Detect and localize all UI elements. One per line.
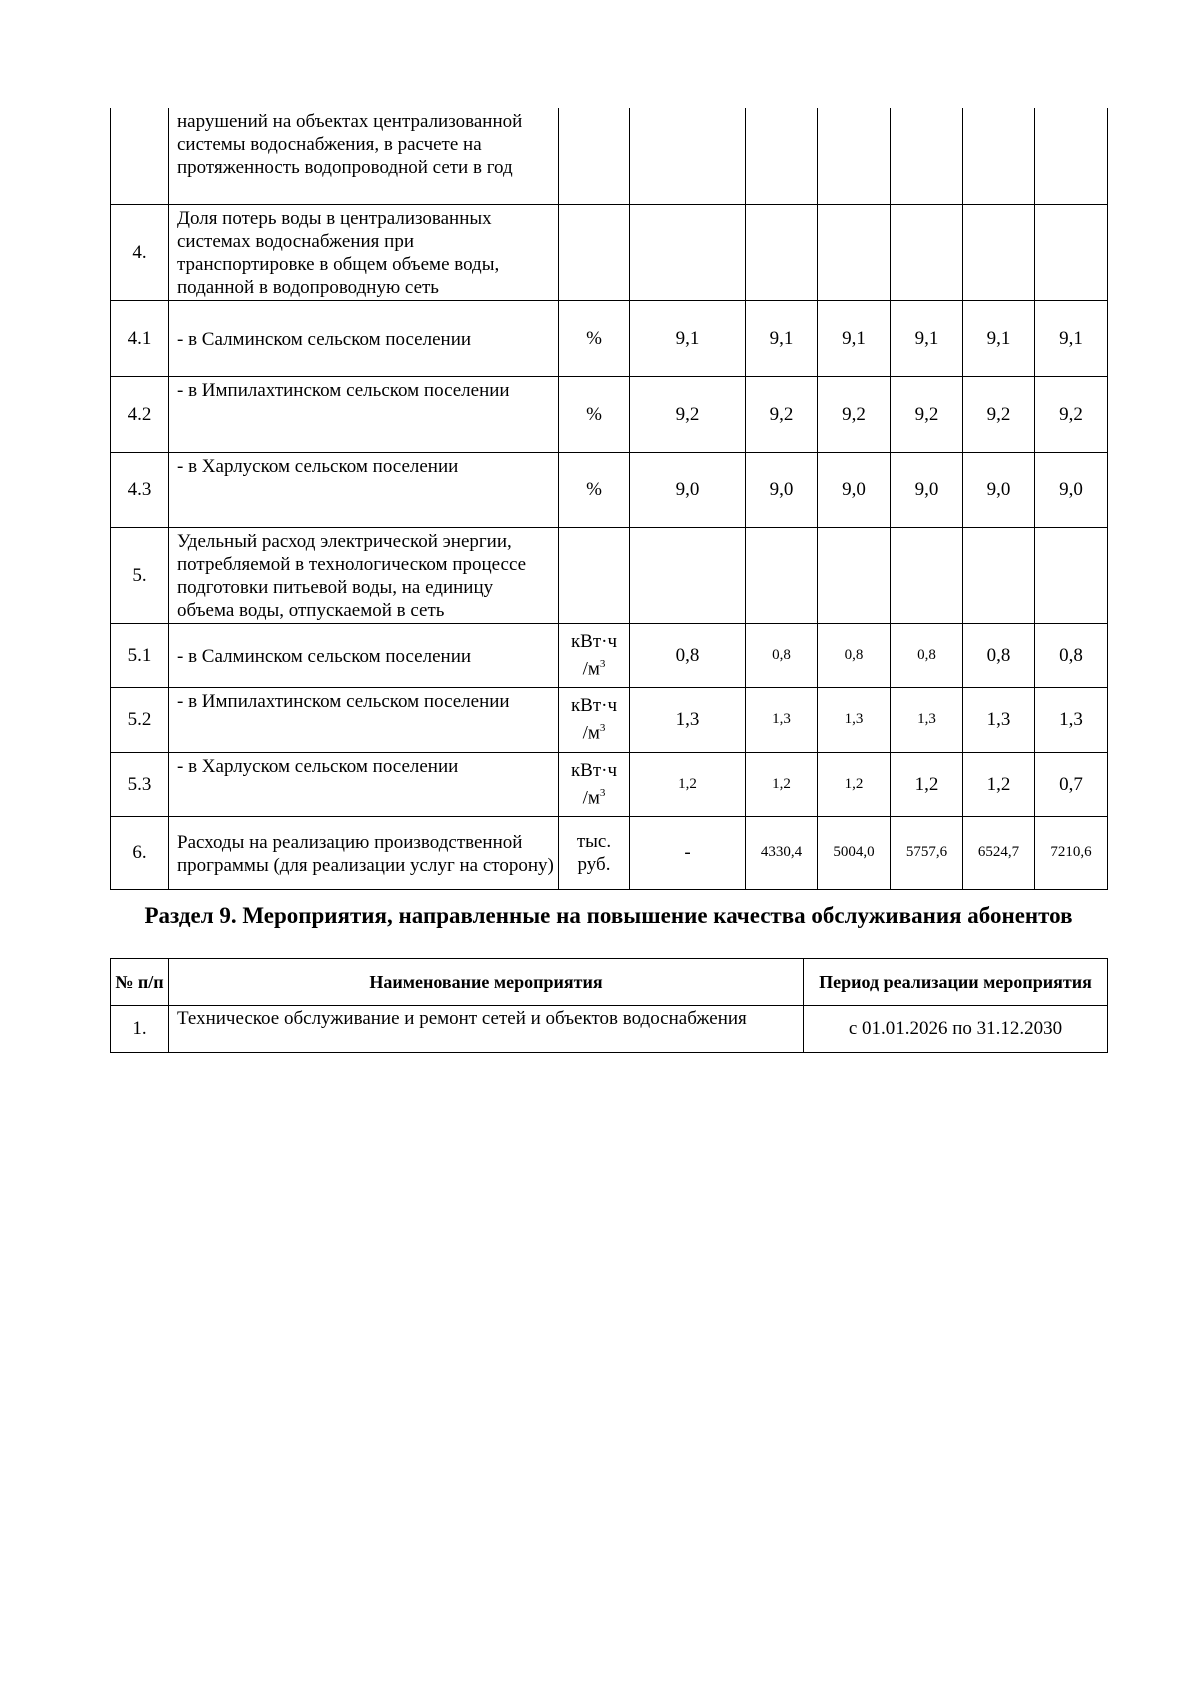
header-number: № п/п [111,959,169,1006]
row-unit [559,687,630,752]
value-cell [746,204,818,300]
value-cell: 5004,0 [818,816,891,889]
table-row [111,687,1108,752]
value-cell [818,108,891,204]
row-number: 1. [111,1006,169,1053]
value-cell: 4330,4 [746,816,818,889]
indicators-table [110,108,1108,890]
value-cell: 9,1 [1035,300,1108,376]
table-row [111,452,1108,527]
value-cell: 9,1 [818,300,891,376]
row-indicator-name: Доля потерь воды в централизованных системах водоснабжения при транспортировке в общем объеме воды, поданной в водопроводную сеть [169,204,559,300]
value-cell: 9,2 [746,376,818,452]
unit-top: кВт·ч [570,630,618,652]
value-cell: 1,3 [746,687,818,752]
value-cell: 0,7 [1035,752,1108,816]
value-cell: 0,8 [818,623,891,687]
value-cell: 1,2 [963,752,1035,816]
value-cell: 1,3 [963,687,1035,752]
value-cell: 0,8 [746,623,818,687]
value-cell [963,204,1035,300]
value-cell: 0,8 [963,623,1035,687]
row-unit [559,204,630,300]
value-cell [630,527,746,623]
value-cell: 0,8 [630,623,746,687]
table-row [111,1006,1108,1053]
value-cell [818,204,891,300]
table-header-row [111,959,1108,1006]
value-cell: 9,0 [630,452,746,527]
table-row [111,376,1108,452]
value-cell [963,527,1035,623]
row-unit [559,816,630,889]
measures-table [110,958,1108,1053]
row-unit [559,527,630,623]
value-cell: 1,3 [1035,687,1108,752]
row-period: с 01.01.2026 по 31.12.2030 [804,1006,1108,1053]
value-cell [630,108,746,204]
row-indicator-name: - в Импилахтинском сельском поселении [169,687,559,752]
table-row [111,752,1108,816]
value-cell: 9,0 [818,452,891,527]
row-number: 6. [111,816,169,889]
table-row [111,816,1108,889]
value-cell [630,204,746,300]
value-cell: 9,0 [746,452,818,527]
value-cell: 9,2 [1035,376,1108,452]
value-cell: 1,2 [630,752,746,816]
row-number: 5.1 [111,623,169,687]
unit-top: кВт·ч [570,759,618,781]
value-cell: 9,0 [891,452,963,527]
value-cell: 9,2 [630,376,746,452]
unit-bottom: руб. [577,853,611,875]
header-period: Период реализации мероприятия [804,959,1108,1006]
value-cell: 5757,6 [891,816,963,889]
value-cell: 9,0 [1035,452,1108,527]
value-cell [1035,204,1108,300]
unit-top: кВт·ч [570,695,618,717]
row-measure-name: Техническое обслуживание и ремонт сетей и объектов водоснабжения [169,1006,804,1053]
value-cell: 0,8 [1035,623,1108,687]
row-indicator-name: - в Харлуском сельском поселении [169,452,559,527]
row-unit: % [559,452,630,527]
row-unit: % [559,376,630,452]
value-cell [891,527,963,623]
row-number: 4.3 [111,452,169,527]
table-row [111,204,1108,300]
row-indicator-name: нарушений на объектах централизованной системы водоснабжения, в расчете на протяженность водопроводной сети в год [169,108,559,204]
row-indicator-name: - в Салминском сельском поселении [169,623,559,687]
row-number: 5.2 [111,687,169,752]
value-cell: 9,2 [963,376,1035,452]
unit-superscript: 3 [599,786,606,799]
unit-bottom: /м [582,722,600,744]
value-cell: 1,2 [818,752,891,816]
value-cell: 1,3 [891,687,963,752]
value-cell: 1,2 [891,752,963,816]
row-number: 4. [111,204,169,300]
section-9-heading: Раздел 9. Мероприятия, направленные на повышение качества обслуживания абонентов [144,903,1073,928]
value-cell [818,527,891,623]
row-number: 5.3 [111,752,169,816]
header-measure-name: Наименование мероприятия [169,959,804,1006]
row-indicator-name: - в Харлуском сельском поселении [169,752,559,816]
row-number: 5. [111,527,169,623]
value-cell: 9,0 [963,452,1035,527]
value-cell [891,204,963,300]
row-unit: % [559,300,630,376]
table-row [111,623,1108,687]
value-cell [746,527,818,623]
row-unit [559,623,630,687]
row-indicator-name: - в Салминском сельском поселении [169,300,559,376]
value-cell [746,108,818,204]
table-row [111,108,1108,204]
row-indicator-name: Удельный расход электрической энергии, потребляемой в технологическом процессе подготовки питьевой воды, на единицу объема воды, отпускаемой в сеть [169,527,559,623]
unit-superscript: 3 [599,722,606,735]
unit-bottom: /м [582,658,600,680]
value-cell: 9,2 [818,376,891,452]
value-cell: 9,1 [963,300,1035,376]
value-cell: 7210,6 [1035,816,1108,889]
value-cell: 1,3 [630,687,746,752]
row-number: 4.2 [111,376,169,452]
unit-bottom: /м [582,787,600,809]
value-cell: 9,1 [891,300,963,376]
row-number: 4.1 [111,300,169,376]
value-cell: - [630,816,746,889]
table-row [111,527,1108,623]
row-number [111,108,169,204]
value-cell [1035,108,1108,204]
value-cell [891,108,963,204]
table-row [111,300,1108,376]
row-indicator-name: Расходы на реализацию производственной программы (для реализации услуг на сторону) [169,816,559,889]
unit-superscript: 3 [599,657,606,670]
row-indicator-name: - в Импилахтинском сельском поселении [169,376,559,452]
value-cell: 9,2 [891,376,963,452]
value-cell: 9,1 [746,300,818,376]
row-unit [559,752,630,816]
value-cell [963,108,1035,204]
unit-top: тыс. [576,830,612,852]
value-cell [1035,527,1108,623]
row-unit [559,108,630,204]
value-cell: 1,3 [818,687,891,752]
value-cell: 9,1 [630,300,746,376]
value-cell: 6524,7 [963,816,1035,889]
value-cell: 0,8 [891,623,963,687]
value-cell: 1,2 [746,752,818,816]
